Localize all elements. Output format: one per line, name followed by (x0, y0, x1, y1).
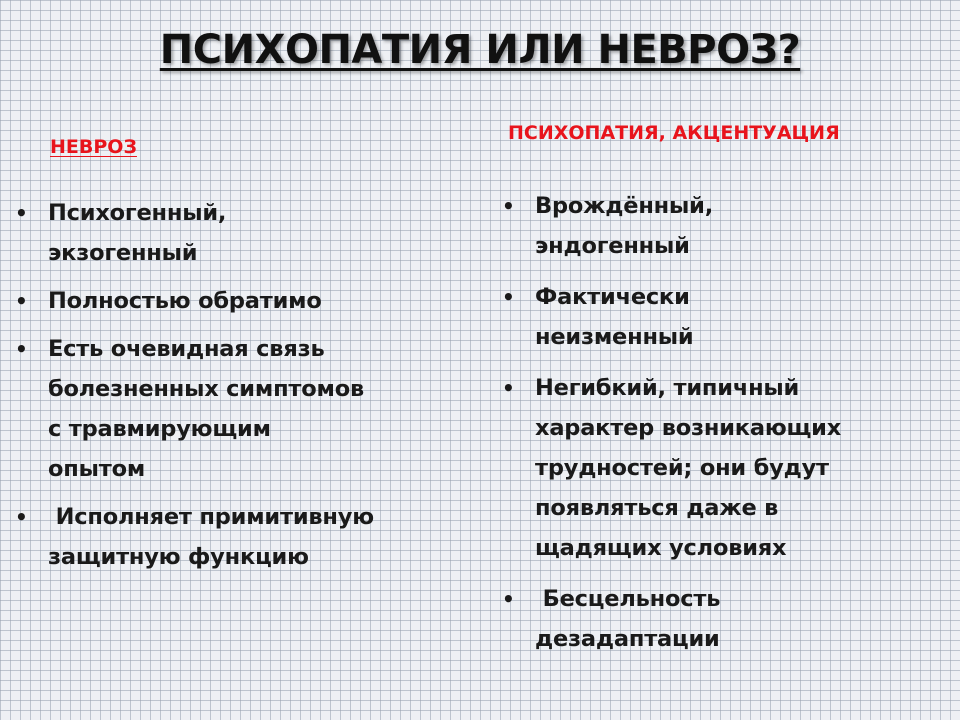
list-item (10, 281, 470, 321)
list-item (10, 329, 470, 489)
bullet-dot-icon: • (15, 337, 28, 361)
list-item (10, 497, 470, 577)
list-item (497, 277, 959, 357)
list-item-line: дезадаптации (535, 626, 720, 652)
neurosis-list (10, 193, 470, 577)
list-item-line: щадящих условиях (535, 535, 787, 561)
bullet-dot-icon: • (15, 201, 28, 225)
slide-title: ПСИХОПАТИЯ ИЛИ НЕВРОЗ? (159, 27, 801, 73)
list-item-line: защитную функцию (48, 544, 309, 570)
list-item-line: Полностью обратимо (48, 288, 322, 314)
bullet-dot-icon: • (502, 376, 515, 400)
list-item-line: Есть очевидная связь (48, 336, 325, 362)
list-item-line: трудностей; они будут (535, 455, 829, 481)
neurosis-heading-text: НЕВРОЗ (50, 136, 137, 158)
neurosis-heading (50, 135, 137, 159)
list-item-line: экзогенный (48, 240, 198, 266)
bullet-dot-icon: • (502, 587, 515, 611)
list-item-line: характер возникающих (535, 415, 842, 441)
list-item-line: Исполняет примитивную (48, 504, 374, 530)
list-item-line: опытом (48, 456, 146, 482)
list-item-line: Психогенный, (48, 200, 227, 226)
list-item (10, 193, 470, 273)
bullet-dot-icon: • (15, 289, 28, 313)
list-item (497, 579, 959, 659)
list-item-line: Негибкий, типичный (535, 375, 800, 401)
psychopathy-list (497, 186, 959, 659)
bullet-dot-icon: • (502, 285, 515, 309)
list-item-line: появляться даже в (535, 495, 779, 521)
bullet-dot-icon: • (502, 194, 515, 218)
list-item-line: болезненных симптомов (48, 376, 364, 402)
list-item-line: Бесцельность (535, 586, 721, 612)
bullet-dot-icon: • (15, 505, 28, 529)
list-item-line: эндогенный (535, 233, 690, 259)
psychopathy-heading-text: ПСИХОПАТИЯ, АКЦЕНТУАЦИЯ (508, 122, 840, 144)
list-item (497, 186, 959, 266)
list-item-line: Фактически (535, 284, 690, 310)
list-item-line: Врождённый, (535, 193, 714, 219)
list-item (497, 368, 959, 568)
list-item-line: неизменный (535, 324, 694, 350)
list-item-line: с травмирующим (48, 416, 271, 442)
